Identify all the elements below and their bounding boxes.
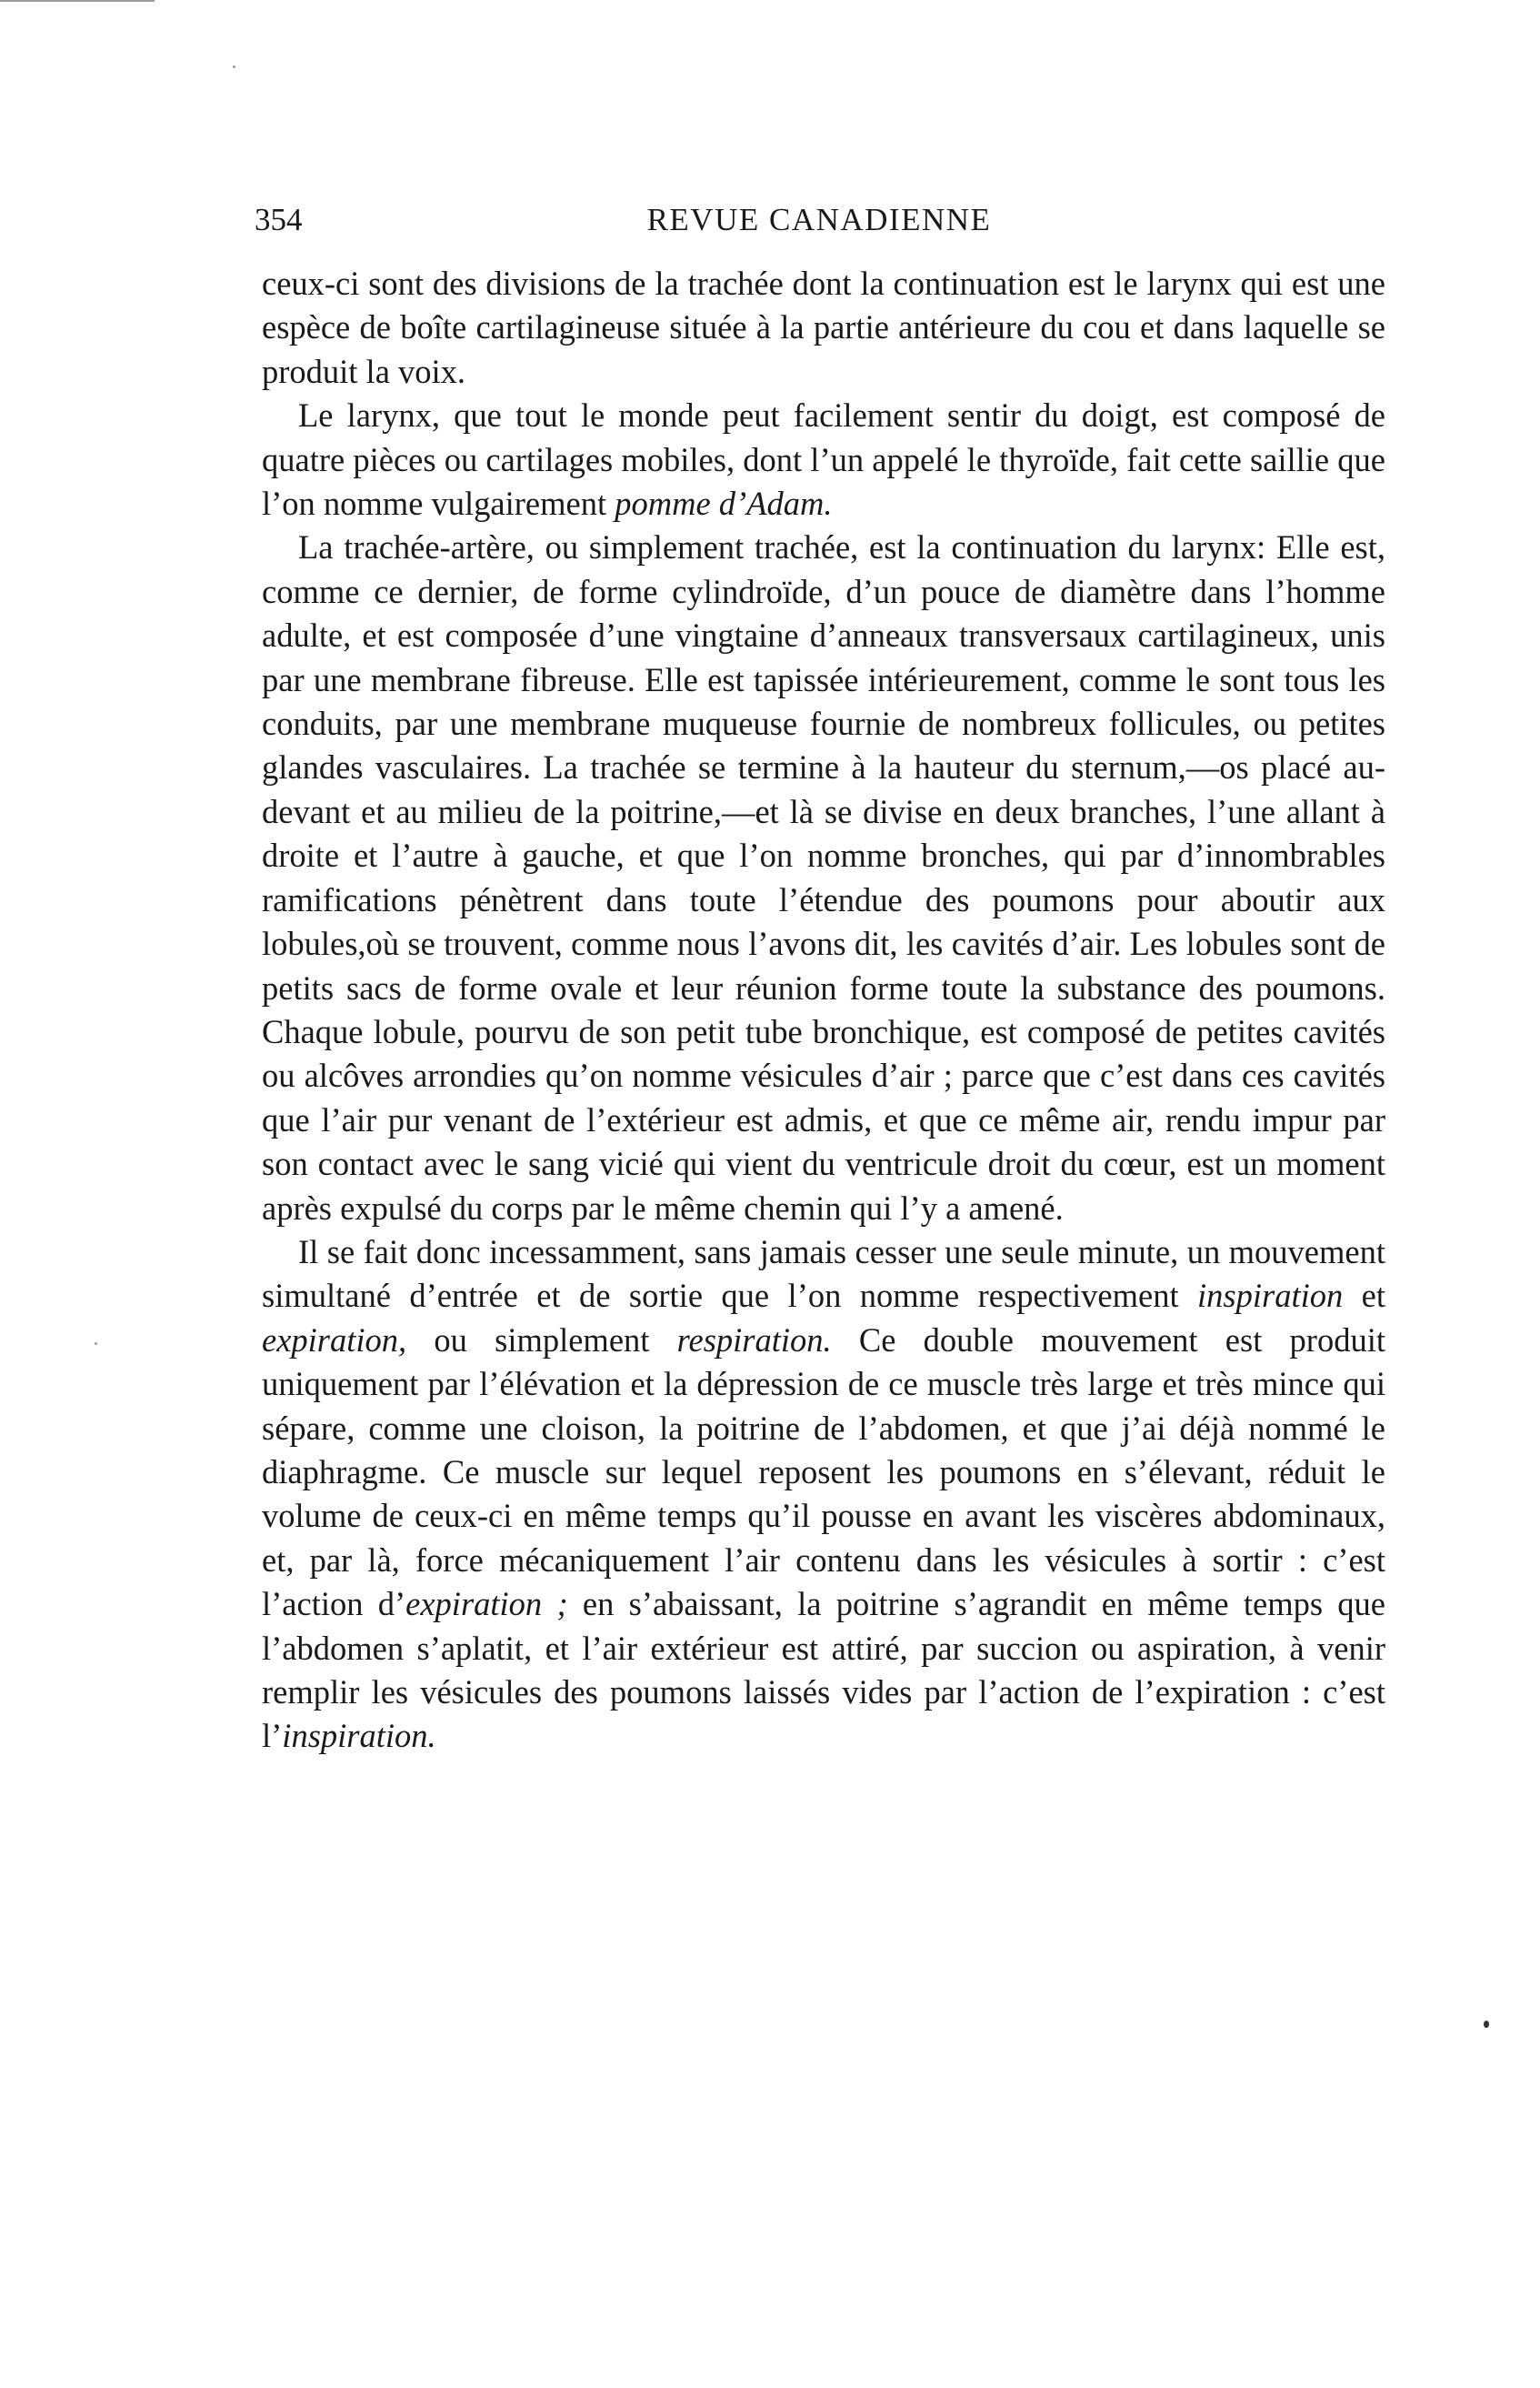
paragraph-4-text-i: en s’abaissant, la poitrine s’agrandit en même temps que l’abdomen s’aplatit, et l’air extérieur est attiré, par succion ou aspiration, à venir remplir les vésicules des poumons laissés vides par l’action de l’expiration : c’est l’: [262, 1585, 1386, 1755]
margin-speck: [233, 65, 235, 68]
paragraph-4-text-g: Ce double mouvement est produit uniquement par l’élévation et la dépression de ce muscle très large et très mince qui sépare, comme une cloison, la poitrine de l’abdomen, et que j’ai déjà nommé le diaphragme. Ce muscle sur lequel reposent les poumons en s’élevant, réduit le volume de ceux-ci en même temps qu’il pousse en avant les viscères abdominaux, et, par là, force mécaniquement l’air contenu dans les vésicules à sortir : c’est l’action d’: [262, 1320, 1385, 1623]
paragraph-3-text: La trachée-artère, ou simplement trachée, est la continuation du larynx: Elle est, comme ce dernier, de forme cylindroïde, d’un pouce de diamètre dans l’homme adulte, et est composée d’une vingtaine d’anneaux transversaux cartilagineux, unis par une membrane fibreuse. Elle est tapissée intérieurement, comme le sont tous les conduits, par une membrane muqueuse fournie de nombreux follicules, ou petites glandes vasculaires. La trachée se termine à la hauteur du sternum,—os placé au-devant et au milieu de la poitrine,—et là se divise en deux branches, l’une allant à droite et l’autre à gauche, et que l’on nomme bronches, qui par d’innombrables ramifications pénètrent dans toute l’étendue des poumons pour aboutir aux lobules,où se trouvent, comme nous l’avons dit, les cavités d’air. Les lobules sont de petits sacs de forme ovale et leur réunion forme toute la substance des poumons. Chaque lobule, pourvu de son petit tube bronchique, est composé de petites cavités ou alcôves arrondies qu’on nomme vésicules d’air ; parce que c’est dans ces cavités que l’air pur venant de l’extérieur est admis, et que ce même air, rendu impur par son contact avec le sang vicié qui vient du ventricule droit du cœur, est un moment après expulsé du corps par le même chemin qui l’y a amené.: [262, 528, 1385, 1227]
paragraph-2: [262, 394, 1385, 526]
paragraph-3: [262, 526, 1385, 1230]
paragraph-4-text-e: ou simplement: [406, 1320, 677, 1359]
margin-speck: [95, 1342, 97, 1345]
italic-inspiration-2: inspiration.: [282, 1717, 436, 1755]
paragraph-2-text: Le larynx, que tout le monde peut facilement sentir du doigt, est composé de quatre pièces ou cartilages mobiles, dont l’un appelé le thyroïde, fait cette saillie que l’on nomme vulgairement: [262, 396, 1385, 523]
italic-inspiration: inspiration: [1197, 1277, 1344, 1315]
italic-expiration: expiration,: [262, 1320, 407, 1359]
paragraph-4: [262, 1230, 1385, 1759]
body-text: [262, 262, 1385, 1759]
italic-respiration: respiration.: [676, 1320, 832, 1359]
paragraph-4-text-a: Il se fait donc incessamment, sans jamais cesser une seule minute, un mouvement simultané d’entrée et de sortie que l’on nomme respectivement: [262, 1232, 1385, 1315]
scan-edge-mark: [0, 0, 155, 2]
margin-speck: [1484, 2021, 1489, 2028]
paragraph-1: [262, 262, 1385, 394]
paragraph-2-italic-pomme-adam: pomme d’Adam.: [615, 485, 833, 523]
paragraph-1-text: ceux-ci sont des divisions de la trachée dont la continuation est le larynx qui est une espèce de boîte cartilagineuse située à la partie antérieure du cou et dans laquelle se produit la voix.: [262, 265, 1385, 390]
running-title: REVUE CANADIENNE: [646, 202, 992, 237]
italic-expiration-2: expiration ;: [405, 1585, 568, 1623]
page-header: [255, 195, 1384, 246]
page-number: 354: [255, 202, 303, 237]
paragraph-4-text-c: et: [1343, 1277, 1385, 1315]
